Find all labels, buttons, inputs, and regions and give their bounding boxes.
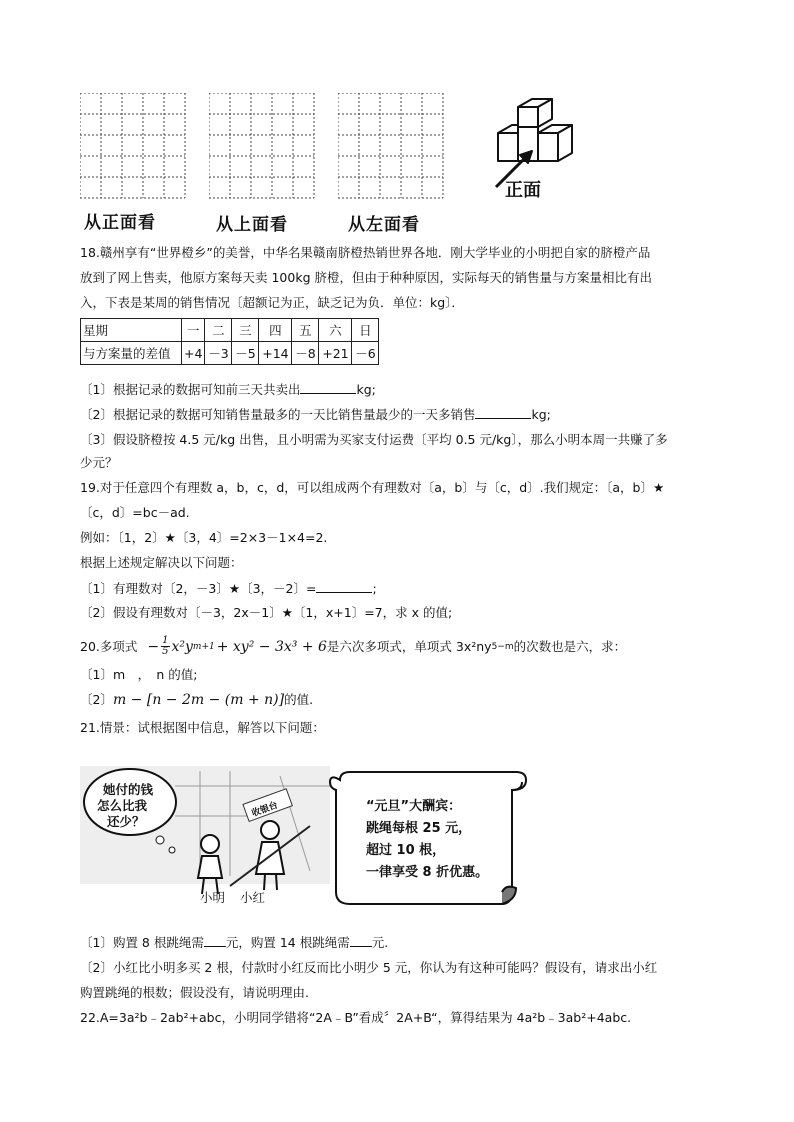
cashier-sign: 收银台 (250, 800, 280, 820)
table-row-label: 与方案量的差值 (81, 342, 182, 365)
q21-sub1 (80, 934, 388, 951)
sales-table (80, 318, 379, 365)
q20-middle: 是六次多项式，单项式 3x²ny (326, 638, 492, 654)
q18-sub3-line1: 〔3〕假设脐橙按 4.5 元/kg 出售，且小明需为买家支付运费〔平均 0.5 元/kg〕，那么小明本周一共赚了多 (80, 432, 668, 447)
q19-sub2: 〔2〕假设有理数对〔－3，2x－1〕★〔1，x+1〕=7，求 x 的值; (80, 605, 453, 620)
table-day: 日 (352, 319, 379, 342)
q18-sub2-unit: kg; (531, 407, 551, 422)
cube-front-label: 正面 (505, 180, 541, 201)
q18-line3: 入，下表是某周的销售情况〔超额记为正，缺乏记为负．单位：kg〕． (80, 295, 464, 310)
q20-mono-exp: 5−m (491, 641, 514, 652)
q21-sub1-text-a: 〔1〕购置 8 根跳绳需 (80, 935, 204, 950)
table-day: 一 (182, 319, 205, 342)
left-view-label: 从左面看 (348, 215, 420, 235)
q19-sub1-text: 〔1〕有理数对〔2，－3〕★〔3，－2〕= (80, 581, 317, 596)
q18-line1: 18.赣州享有“世界橙乡”的美誉，中华名果赣南脐橙热销世界各地．刚大学毕业的小明把自家的脐橙产品 (80, 245, 651, 260)
bubble-line-2: 怎么比我 (97, 798, 148, 813)
q18-sub2 (80, 406, 551, 423)
q21-intro: 21.情景：试根据图中信息，解答以下问题： (80, 720, 325, 735)
q20-poly-tail: + xy² − 3x³ + 6 (216, 638, 327, 655)
q20-frac-den: 5 (162, 646, 169, 657)
q20-sub1: 〔1〕m ， n 的值; (80, 667, 198, 682)
q19-line1: 19.对于任意四个有理数 a，b，c，d，可以组成两个有理数对〔a，b〕与〔c，d〕.我们规定：〔a，b〕★ (80, 480, 665, 495)
table-diff: +4 (182, 342, 205, 365)
top-view-label: 从上面看 (216, 215, 288, 235)
q21-sub1-text-c: 元. (371, 935, 389, 950)
q19-line2: 〔c，d〕=bc－ad. (80, 505, 190, 520)
q20-frac-num: 1 (162, 635, 169, 646)
table-diff: －3 (205, 342, 232, 365)
boy-label: 小明 (200, 890, 226, 905)
scroll-threshold: 超过 10 根， (366, 843, 446, 858)
q19-example: 例如：〔1，2〕★〔3，4〕=2×3－1×4=2. (80, 530, 328, 545)
front-view-grid (80, 93, 186, 199)
q20-sub2-prefix: 〔2〕 (80, 692, 113, 707)
q19-intro: 根据上述规定解决以下问题： (80, 555, 243, 570)
q20-sub2-expr: m − [n − 2m − (m + n)] (112, 692, 285, 708)
table-day: 二 (205, 319, 232, 342)
q21-sub2-line2: 购置跳绳的根数；假设没有，请说明理由. (80, 985, 309, 1000)
q20-line1 (80, 636, 626, 657)
left-view-grid (338, 93, 444, 199)
q19-sub1 (80, 580, 377, 597)
table-header-label: 星期 (81, 319, 182, 342)
q20-sub2 (80, 692, 313, 708)
bubble-line-1: 她付的钱 (103, 782, 154, 797)
q20-prefix: 20.多项式 (80, 638, 138, 654)
table-day: 三 (232, 319, 259, 342)
front-view-label: 从正面看 (84, 213, 156, 233)
q18-sub2-text: 〔2〕根据记录的数据可知销售量最多的一天比销售量最少的一天多销售 (80, 407, 476, 422)
table-day: 五 (292, 319, 319, 342)
q18-line2: 放到了网上售卖，他原方案每天卖 100kg 脐橙，但由于种种原因，实际每天的销售量与方案量相比有出 (80, 270, 652, 285)
table-day: 四 (259, 319, 292, 342)
table-diff: －5 (232, 342, 259, 365)
q18-sub1 (80, 381, 376, 398)
top-view-grid (209, 93, 315, 199)
q19-sub1-end: ; (372, 581, 377, 596)
scroll-discount: 一律享受 8 折优惠。 (366, 865, 489, 880)
table-diff: －6 (352, 342, 379, 365)
q18-sub1-text: 〔1〕根据记录的数据可知前三天共卖出 (80, 382, 301, 397)
table-diff: +21 (319, 342, 352, 365)
answer-blank[interactable] (300, 381, 356, 394)
table-row-diff (81, 342, 379, 365)
scroll-title: “元旦”大酬宾： (366, 799, 462, 814)
q20-poly-exp: m+1 (192, 641, 215, 652)
q21-sub1-text-b: 元，购置 14 根跳绳需 (225, 935, 350, 950)
q20-polynomial: − $\frac{1}{5}$ x²y m+1 + xy² − 3x³ + 6 (147, 635, 327, 657)
answer-blank[interactable] (350, 934, 372, 947)
answer-blank[interactable] (204, 934, 226, 947)
q21-sub2-line1: 〔2〕小红比小明多买 2 根，付款时小红反而比小明少 5 元，你认为有这种可能吗？假设有，请求出小红 (80, 960, 658, 975)
q18-sub1-unit: kg; (356, 382, 376, 397)
table-diff: +14 (259, 342, 292, 365)
table-day: 六 (319, 319, 352, 342)
table-row-header (81, 319, 379, 342)
q20-suffix: 的次数也是六，求： (513, 638, 627, 654)
scroll-price: 跳绳每根 25 元， (366, 821, 472, 836)
q18-sub3-line2: 少元？ (80, 455, 118, 470)
table-diff: －8 (292, 342, 319, 365)
q22-line1: 22.A=3a²b﹣2ab²+abc，小明同学错将“2A﹣B”看成〞2A+B“，算得结果为 4a²b﹣3ab²+4abc. (80, 1010, 632, 1025)
answer-blank[interactable] (475, 406, 531, 419)
q20-sub2-suffix: 的值. (284, 692, 314, 707)
q20-poly-term: x²y (171, 638, 193, 655)
bubble-line-3: 还少？ (107, 814, 145, 829)
girl-label: 小红 (240, 890, 266, 905)
answer-blank[interactable] (316, 580, 372, 593)
